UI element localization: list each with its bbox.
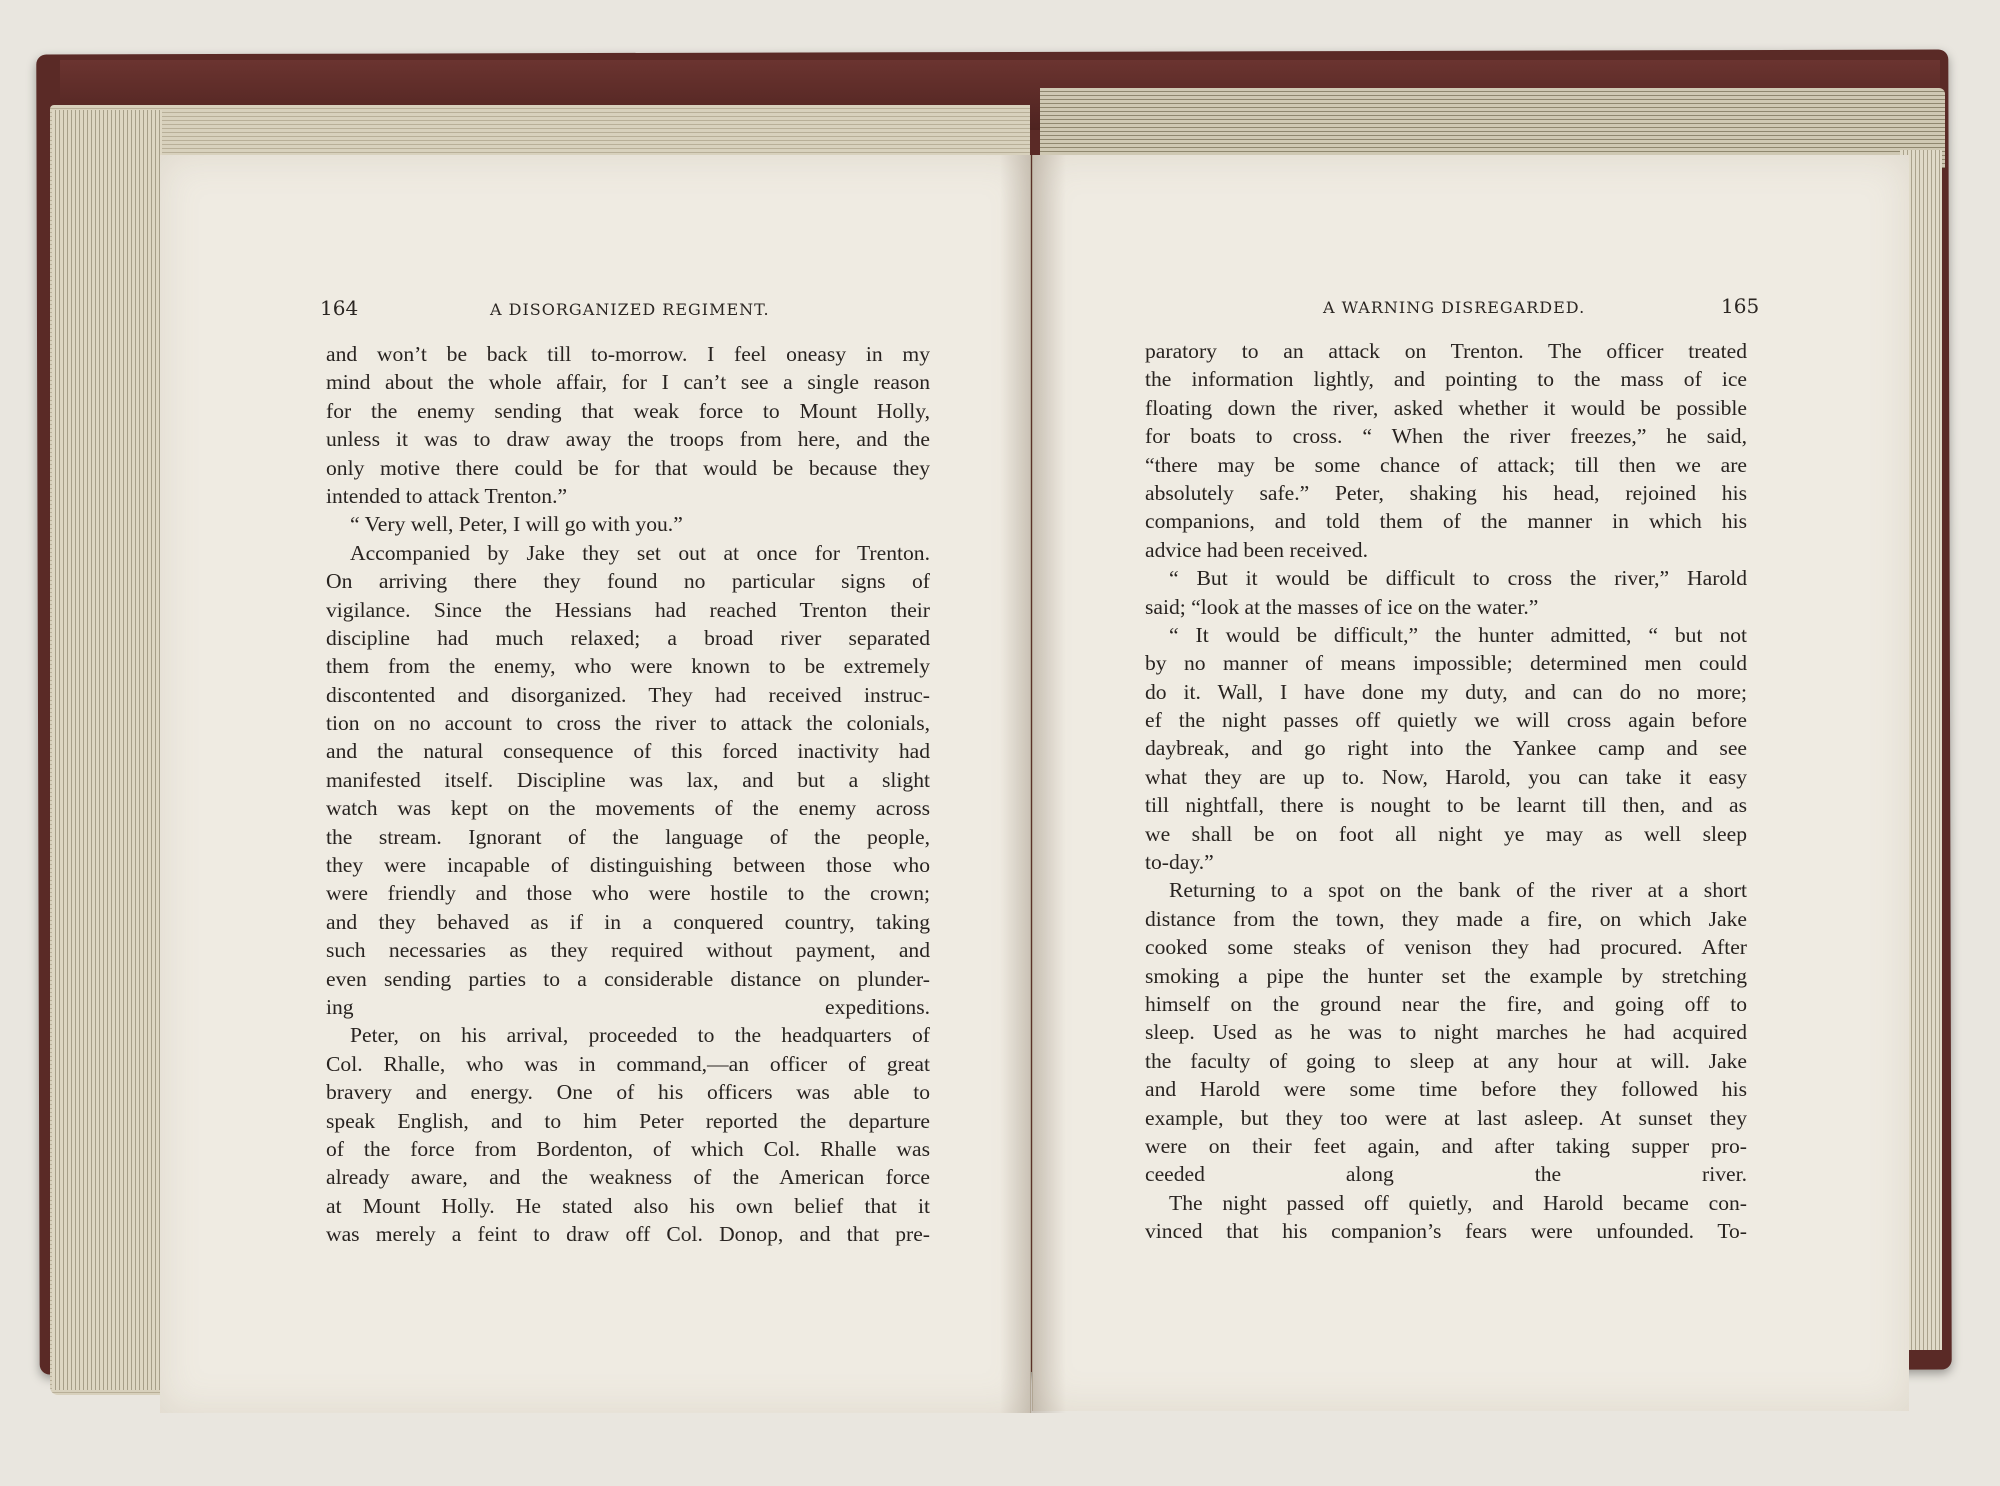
text-line: discontented and disorganized. They had received instruc- [326,682,930,707]
text-line: the information lightly, and pointing to the mass of ice [1145,367,1747,392]
text-line: and won’t be back till to-morrow. I feel oneasy in my [326,342,930,366]
text-line: smoking a pipe the hunter set the example by stretching [1145,963,1747,988]
text-line: bravery and energy. One of his officers was able to [326,1080,930,1105]
text-line: and the natural consequence of this forced inactivity had [326,739,930,764]
right-running-head: A WARNING DISREGARDED. [1323,298,1586,317]
text-line: for boats to cross. “ When the river freezes,” he said, [1145,424,1747,449]
text-line: was merely a feint to draw off Col. Donop, and that pre- [326,1222,930,1247]
text-line: example, but they too were at last asleep. At sunset they [1145,1105,1747,1130]
text-line: they were incapable of distinguishing between those who [326,853,930,878]
text-line: Returning to a spot on the bank of the river at a short [1169,878,1747,903]
left-page-number: 164 [320,296,359,320]
text-line: daybreak, and go right into the Yankee camp and see [1145,736,1747,761]
right-page-text [1145,337,1747,1246]
text-line: were friendly and those who were hostile to the crown; [326,881,930,906]
text-line: and Harold were some time before they followed his [1145,1077,1747,1102]
text-line: unless it was to draw away the troops from here, and the [326,427,930,452]
text-line: do it. Wall, I have done my duty, and can do no more; [1145,679,1747,704]
text-line: them from the enemy, who were known to be extremely [326,654,930,679]
text-line: himself on the ground near the fire, and going off to [1145,991,1747,1016]
text-line: till nightfall, there is nought to be learnt till then, and as [1145,793,1747,818]
text-line: On arriving there they found no particular signs of [326,569,930,594]
text-line: even sending parties to a considerable distance on plunder- [326,966,930,991]
text-line: distance from the town, they made a fire, on which Jake [1145,906,1747,931]
text-line: only motive there could be for that would be because they [326,455,930,480]
text-line: we shall be on foot all night ye may as well sleep [1145,821,1747,846]
text-line: “ It would be difficult,” the hunter admitted, “ but not [1169,622,1747,647]
text-line: said; “look at the masses of ice on the water.” [1145,594,1539,619]
left-running-head: A DISORGANIZED REGIMENT. [490,300,770,319]
text-line: intended to attack Trenton.” [326,483,568,508]
text-line: watch was kept on the movements of the enemy across [326,796,930,821]
text-line: The night passed off quietly, and Harold became con- [1169,1190,1747,1215]
text-line: vigilance. Since the Hessians had reached Trenton their [326,597,930,622]
text-line: Accompanied by Jake they set out at once for Trenton. [350,540,930,565]
text-line: at Mount Holly. He stated also his own belief that it [326,1193,930,1218]
text-line: to-day.” [1145,850,1214,875]
text-line: mind about the whole affair, for I can’t see a single reason [326,370,930,395]
right-page [1032,155,1909,1411]
text-line: the faculty of going to sleep at any hour at will. Jake [1145,1048,1747,1073]
left-page-text [326,340,930,1249]
text-line: Peter, on his arrival, proceeded to the headquarters of [350,1023,930,1048]
text-line: advice had been received. [1145,537,1369,562]
text-line: of the force from Bordenton, of which Col. Rhalle was [326,1136,930,1161]
text-line: companions, and told them of the manner in which his [1145,509,1747,534]
text-line: sleep. Used as he was to night marches he had acquired [1145,1020,1747,1045]
right-page-number: 165 [1721,294,1760,318]
text-line: for the enemy sending that weak force to Mount Holly, [326,398,930,423]
text-line: “there may be some chance of attack; till then we are [1145,452,1747,477]
text-line: “ But it would be difficult to cross the river,” Harold [1169,566,1747,591]
text-line: vinced that his companion’s fears were unfounded. To- [1145,1219,1747,1244]
text-line: cooked some steaks of venison they had procured. After [1145,935,1747,960]
left-page-edges [52,110,162,1390]
text-line: manifested itself. Discipline was lax, and but a slight [326,767,930,792]
text-line: paratory to an attack on Trenton. The officer treated [1145,339,1747,363]
text-line: such necessaries as they required without payment, and [326,938,930,963]
text-line: “ Very well, Peter, I will go with you.” [350,512,683,537]
text-line: the stream. Ignorant of the language of the people, [326,824,930,849]
text-line: tion on no account to cross the river to attack the colonials, [326,711,930,736]
text-line: absolutely safe.” Peter, shaking his head, rejoined his [1145,480,1747,505]
text-line: and they behaved as if in a conquered country, taking [326,909,930,934]
text-line: ing expeditions. [326,994,930,1019]
text-line: ceeded along the river. [1145,1162,1747,1187]
left-page [160,155,1031,1413]
text-line: by no manner of means impossible; determined men could [1145,651,1747,676]
text-line: discipline had much relaxed; a broad river separated [326,625,930,650]
text-line: floating down the river, asked whether it would be possible [1145,395,1747,420]
text-line: already aware, and the weakness of the American force [326,1165,930,1190]
text-line: speak English, and to him Peter reported the departure [326,1108,930,1133]
text-line: Col. Rhalle, who was in command,—an officer of great [326,1051,930,1076]
book-gutter [1000,155,1066,1413]
text-line: were on their feet again, and after taking supper pro- [1145,1133,1747,1158]
text-line: what they are up to. Now, Harold, you can take it easy [1145,764,1747,789]
text-line: ef the night passes off quietly we will cross again before [1145,708,1747,733]
